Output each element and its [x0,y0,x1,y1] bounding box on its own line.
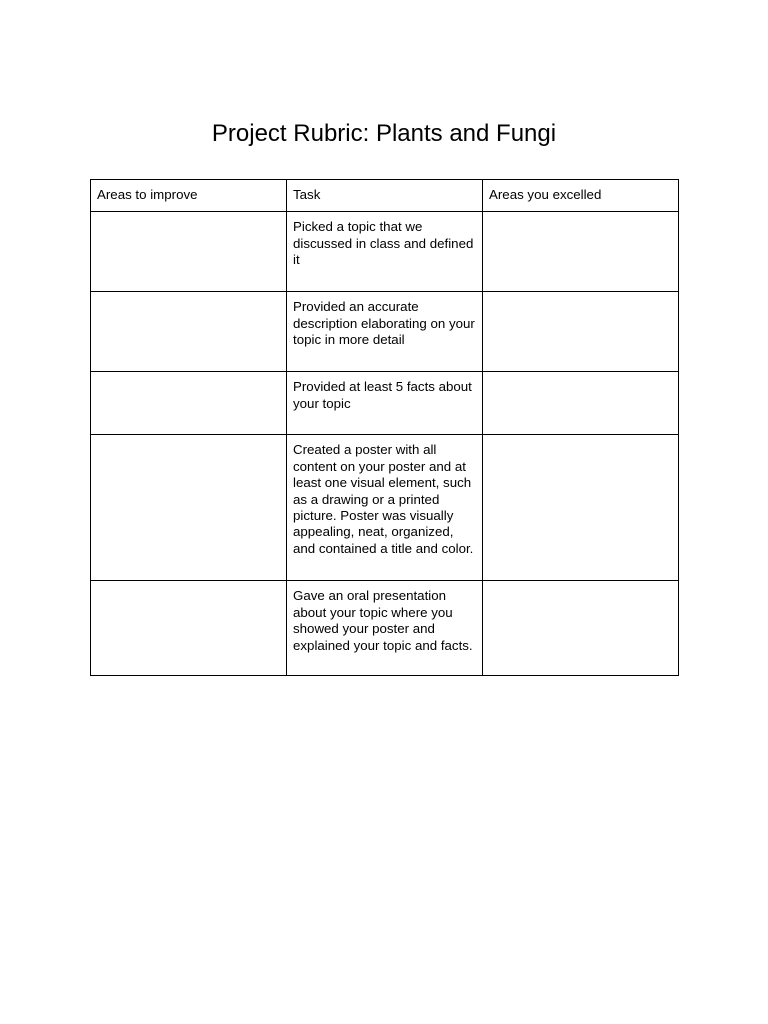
table-row [91,212,679,292]
rubric-table [90,179,679,676]
header-task: Task [287,180,483,212]
excelled-cell[interactable] [483,212,679,292]
table-row [91,372,679,435]
improve-cell[interactable] [91,372,287,435]
table-row [91,581,679,676]
excelled-cell[interactable] [483,372,679,435]
table-row [91,292,679,372]
table-header-row [91,180,679,212]
task-cell: Provided an accurate description elaborating on your topic in more detail [287,292,483,372]
table-row [91,435,679,581]
excelled-cell[interactable] [483,581,679,676]
page-title: Project Rubric: Plants and Fungi [211,120,557,147]
excelled-cell[interactable] [483,292,679,372]
task-cell: Provided at least 5 facts about your topic [287,372,483,435]
task-cell: Gave an oral presentation about your topic where you showed your poster and explained your topic and facts. [287,581,483,676]
improve-cell[interactable] [91,581,287,676]
header-areas-you-excelled: Areas you excelled [483,180,679,212]
header-areas-to-improve: Areas to improve [91,180,287,212]
excelled-cell[interactable] [483,435,679,581]
improve-cell[interactable] [91,435,287,581]
improve-cell[interactable] [91,292,287,372]
task-cell: Picked a topic that we discussed in class and defined it [287,212,483,292]
improve-cell[interactable] [91,212,287,292]
task-cell: Created a poster with all content on your poster and at least one visual element, such as a drawing or a printed picture. Poster was visually appealing, neat, organized, and contained a title and color. [287,435,483,581]
